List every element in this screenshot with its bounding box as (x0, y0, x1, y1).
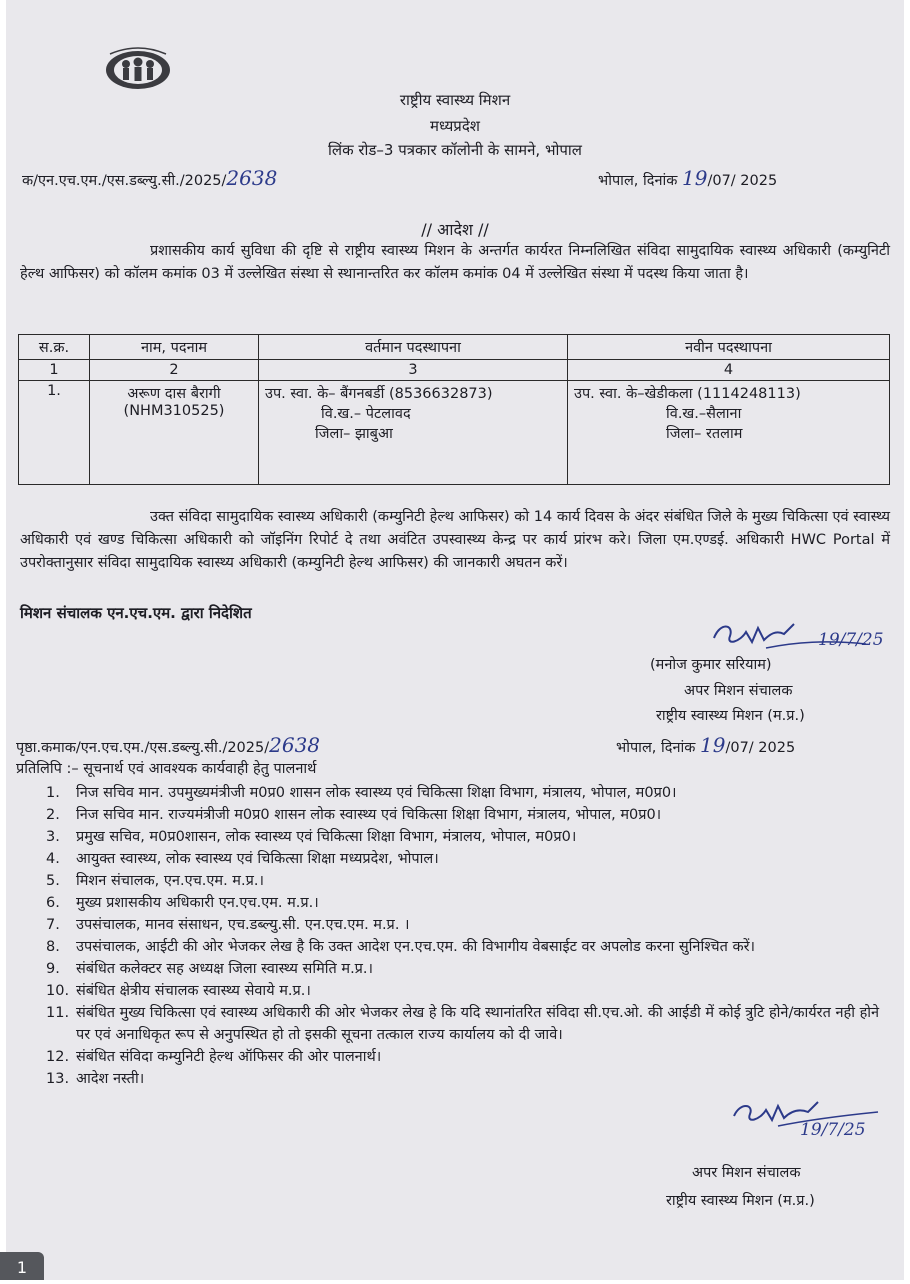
directive-line: मिशन संचालक एन.एच.एम. द्वारा निदेशित (20, 604, 252, 622)
list-item: 10. संबंधित क्षेत्रीय संचालक स्वास्थ्य सेवाये म.प्र.। (46, 983, 311, 999)
transfer-table (18, 334, 890, 485)
col-header-new-posting: नवीन पदस्थापना (568, 335, 890, 360)
reference-date: भोपाल, दिनांक 19/07/ 2025 (598, 166, 778, 190)
copy-reference-date: भोपाल, दिनांक 19/07/ 2025 (616, 733, 796, 757)
copy-list (46, 782, 891, 1090)
list-item: 12. संबंधित संविदा कम्युनिटी हेल्थ ऑफिसर की ओर पालनार्थ। (46, 1049, 382, 1065)
officer-name: अरूण दास बैरागी (127, 386, 221, 402)
document-page (6, 0, 904, 1280)
signature-2-date: 19/7/25 (800, 1120, 866, 1140)
list-item: 2. निज सचिव मान. राज्यमंत्रीजी म0प्र0 शासन लोक स्वास्थ्य एवं चिकित्सा शिक्षा विभाग, मंत्रालय, भोपाल, म0प्र0। (46, 807, 662, 823)
new-block: वि.ख.–सैलाना (666, 406, 742, 422)
signatory-2-org: राष्ट्रीय स्वास्थ्य मिशन (म.प्र.) (666, 1193, 815, 1209)
list-item: 6. मुख्य प्रशासकीय अधिकारी एन.एच.एम. म.प्र.। (46, 895, 319, 911)
signatory-1-designation: अपर मिशन संचालक (684, 683, 793, 699)
list-item: 13. आदेश नस्ती। (46, 1071, 145, 1087)
col-number: 2 (90, 360, 259, 381)
current-district: जिला– झाबुआ (315, 426, 393, 442)
list-item: 11. संबंधित मुख्य चिकित्सा एवं स्वास्थ्य अधिकारी की ओर भेजकर लेख हे कि यदि स्थानांतरित संविदा सी.एच.ओ. की आईडी में कोई त्रुटि होने/कार्यरत नही होने पर एवं अनाधिकृत रूप से अनुपस्थित हो तो इसकी सूचना तत्काल राज्य कार्यालय को दी जावे। (46, 1005, 880, 1043)
col-number: 1 (19, 360, 90, 381)
cell-new-posting (568, 381, 890, 485)
header-address: लिंक रोड–3 पत्रकार कॉलोनी के सामने, भोपाल (328, 141, 582, 159)
new-district: जिला– रतलाम (666, 426, 743, 442)
cell-current-posting (259, 381, 568, 485)
list-item: 8. उपसंचालक, आईटी की ओर भेजकर लेख है कि उक्त आदेश एन.एच.एम. की विभागीय वेबसाईट वर अपलोड करना सुनिश्चित करें। (46, 939, 756, 955)
signatory-2-designation: अपर मिशन संचालक (692, 1165, 801, 1181)
copy-reference-number: पृष्ठा.कमाक/एन.एच.एम./एस.डब्ल्यु.सी./2025/2638 (16, 733, 321, 757)
new-subcentre: उप. स्वा. के–खेडीकला (1114248113) (574, 386, 801, 402)
cell-name (90, 381, 259, 485)
order-title: // आदेश // (421, 220, 489, 239)
table-header-row (19, 335, 890, 360)
cell-sno: 1. (19, 381, 90, 485)
col-header-sno: स.क्र. (19, 335, 90, 360)
signature-1-date: 19/7/25 (818, 630, 884, 650)
copy-heading: प्रतिलिपि :– सूचनार्थ एवं आवश्यक कार्यवाही हेतु पालनार्थ (16, 761, 317, 777)
header-state: मध्यप्रदेश (429, 117, 480, 135)
officer-code: (NHM310525) (123, 403, 225, 419)
signatory-1-org: राष्ट्रीय स्वास्थ्य मिशन (म.प्र.) (656, 708, 805, 724)
col-header-current-posting: वर्तमान पदस्थापना (259, 335, 568, 360)
nhm-emblem-icon (104, 46, 172, 90)
order-paragraph-2: उक्त संविदा सामुदायिक स्वास्थ्य अधिकारी (कम्युनिटी हेल्थ आफिसर) को 14 कार्य दिवस के अंदर संबंधित जिले के मुख्य चिकित्सा एवं स्वास्थ्य अधिकारी एवं खण्ड चिकित्सा अधिकारी को जॉइनिंग रिपोर्ट दे तथा अवंटित उपस्वास्थ्य केन्द्र पर कार्य प्रांरभ करे। जिला एम.एण्डई. अधिकारी HWC Portal में उपरोक्तानुसार संविदा सामुदायिक स्वास्थ्य अधिकारी (कम्युनिटी हेल्थ आफिसर) की जानकारी अघतन करें। (20, 509, 890, 571)
table-row (19, 381, 890, 485)
current-block: वि.ख.– पेटलावद (321, 406, 411, 422)
list-item: 1. निज सचिव मान. उपमुख्यमंत्रीजी म0प्र0 शासन लोक स्वास्थ्य एवं चिकित्सा शिक्षा विभाग, मंत्रालय, भोपाल, म0प्र0। (46, 785, 677, 801)
signatory-1-name: (मनोज कुमार सरियाम) (650, 657, 772, 673)
list-item: 4. आयुक्त स्वास्थ्य, लोक स्वास्थ्य एवं चिकित्सा शिक्षा मध्यप्रदेश, भोपाल। (46, 851, 439, 867)
list-item: 9. संबंधित कलेक्टर सह अध्यक्ष जिला स्वास्थ्य समिति म.प्र.। (46, 961, 374, 977)
reference-number: क/एन.एच.एम./एस.डब्ल्यु.सी./2025/2638 (22, 166, 278, 190)
col-header-name: नाम, पदनाम (90, 335, 259, 360)
order-paragraph-1: प्रशासकीय कार्य सुविधा की दृष्टि से राष्ट्रीय स्वास्थ्य मिशन के अन्तर्गत कार्यरत निम्नलिखित संविदा सामुदायिक स्वास्थ्य अधिकारी (कम्युनिटी हेल्थ आफिसर) को कॉलम कमांक 03 में उल्लेखित संस्था से स्थानान्तरित कर कॉलम कमांक 04 में उल्लेखित संस्था में पदस्थ किया जाता है। (20, 243, 890, 282)
table-column-number-row (19, 360, 890, 381)
list-item: 5. मिशन संचालक, एन.एच.एम. म.प्र.। (46, 873, 264, 889)
current-subcentre: उप. स्वा. के– बैंगनबर्डी (8536632873) (265, 386, 493, 402)
col-number: 4 (568, 360, 890, 381)
list-item: 7. उपसंचालक, मानव संसाधन, एच.डब्ल्यु.सी. एन.एच.एम. म.प्र. । (46, 917, 410, 933)
header-org-name: राष्ट्रीय स्वास्थ्य मिशन (399, 91, 511, 109)
col-number: 3 (259, 360, 568, 381)
list-item: 3. प्रमुख सचिव, म0प्र0शासन, लोक स्वास्थ्य एवं चिकित्सा शिक्षा विभाग, मंत्रालय, भोपाल, म0प्र0। (46, 829, 577, 845)
page-number-badge: 1 (0, 1252, 44, 1280)
